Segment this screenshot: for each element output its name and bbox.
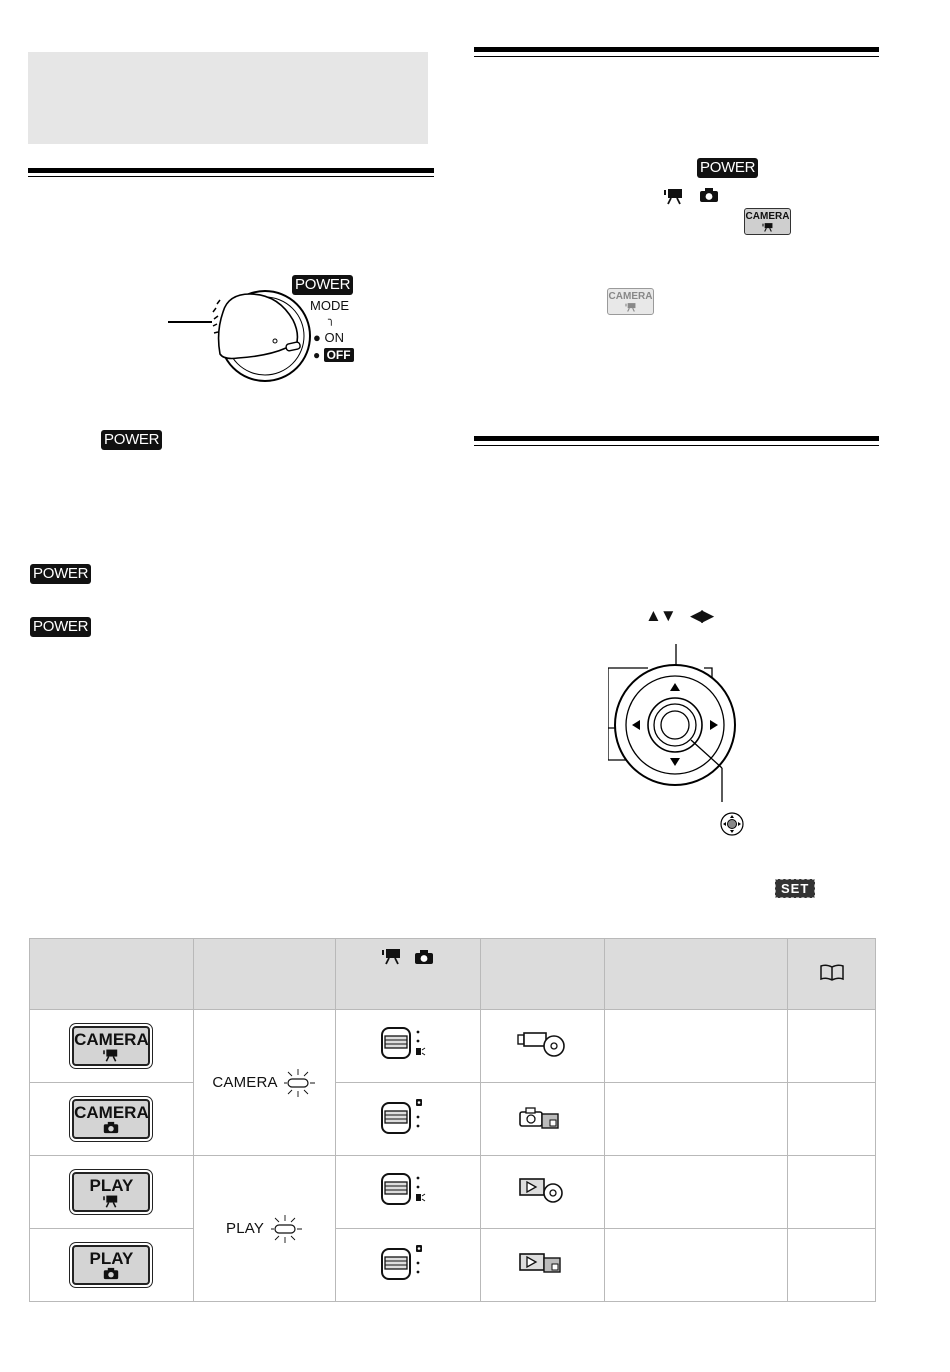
camera-button-label: CAMERA (745, 211, 790, 222)
power-badge-1: POWER (101, 430, 162, 450)
camera-movie-button-badge (744, 208, 791, 235)
camera-card-icon (516, 1102, 568, 1132)
header-cell-page (788, 939, 876, 1010)
mode-key-cell (30, 1010, 194, 1083)
dial-on-label: ● ON (313, 330, 344, 345)
dial-power-badge: POWER (292, 275, 353, 295)
lamp-lit-icon (269, 1214, 303, 1244)
mode-key-label: CAMERA (74, 1103, 149, 1122)
section-rule-right-1-thin (474, 56, 879, 57)
power-dial-illustration (168, 272, 368, 387)
switch-cell (335, 1156, 480, 1229)
camera-movie-button-badge-dim (607, 288, 654, 315)
section-rule-thin (28, 176, 434, 177)
media-cell (480, 1010, 605, 1083)
mode-switch-movie-icon (380, 1170, 436, 1210)
switch-cell (335, 1229, 480, 1302)
lamp-cell (193, 1156, 335, 1302)
table-row (30, 1229, 876, 1302)
movie-camera-icon (663, 187, 685, 210)
movie-camera-icon (624, 302, 638, 312)
switch-cell (335, 1010, 480, 1083)
section-rule-right-2-thin (474, 445, 879, 446)
table-row (30, 1083, 876, 1156)
camera-movie-mode-key (72, 1026, 150, 1066)
power-badge-3: POWER (30, 617, 91, 637)
dial-off-label: ● OFF (313, 348, 354, 362)
table-row (30, 1010, 876, 1083)
camera-lamp-label: CAMERA (212, 1073, 278, 1091)
movie-camera-icon (381, 947, 403, 965)
camera-disc-icon (516, 1029, 568, 1059)
header-cell (30, 939, 194, 1010)
description-cell (605, 1010, 788, 1083)
power-badge-4: POWER (697, 158, 758, 178)
header-cell-switch (335, 939, 480, 1010)
description-cell (605, 1229, 788, 1302)
mode-table (29, 938, 876, 1302)
mode-key-label: CAMERA (74, 1029, 149, 1049)
media-cell (480, 1229, 605, 1302)
camera-photo-mode-key (72, 1099, 150, 1139)
play-photo-mode-key (72, 1245, 150, 1285)
up-down-arrows-icon: ▲▼ (645, 606, 675, 625)
mode-switch-movie-icon (380, 1024, 436, 1064)
header-cell (480, 939, 605, 1010)
mode-pointer: ╮ (328, 314, 335, 326)
mode-key-cell (30, 1229, 194, 1302)
page-cell (788, 1010, 876, 1083)
left-right-arrows-icon: ◀▶ (690, 606, 713, 625)
camera-button-label-dim: CAMERA (608, 291, 653, 302)
mode-switch-photo-icon (380, 1243, 436, 1283)
page-cell (788, 1083, 876, 1156)
dial-mode-label: MODE (310, 298, 349, 313)
page-cell (788, 1229, 876, 1302)
mode-switch-photo-icon (380, 1097, 436, 1137)
play-movie-mode-key (72, 1172, 150, 1212)
mode-key-cell (30, 1156, 194, 1229)
dial-off-badge: OFF (324, 348, 354, 362)
section-rule-right-2 (474, 436, 879, 441)
media-cell (480, 1083, 605, 1156)
joystick-small-icon (719, 811, 745, 842)
photo-camera-icon (699, 187, 719, 208)
switch-cell (335, 1083, 480, 1156)
mode-key-cell (30, 1083, 194, 1156)
section-rule (28, 168, 434, 173)
set-button-badge: SET (775, 879, 815, 898)
play-card-icon (516, 1248, 568, 1278)
table-row (30, 1156, 876, 1229)
description-cell (605, 1156, 788, 1229)
lamp-cell (193, 1010, 335, 1156)
table-header-row (30, 939, 876, 1010)
section-rule-right-1 (474, 47, 879, 52)
play-disc-icon (516, 1175, 568, 1205)
mode-key-label: PLAY (89, 1175, 134, 1195)
lamp-lit-icon (282, 1068, 316, 1098)
play-lamp-label: PLAY (226, 1219, 265, 1237)
movie-camera-icon (101, 1194, 121, 1208)
photo-camera-icon (414, 949, 434, 965)
header-cell (193, 939, 335, 1010)
photo-camera-icon (103, 1267, 119, 1280)
header-cell (605, 939, 788, 1010)
movie-camera-icon (761, 222, 775, 232)
photo-camera-icon (103, 1121, 119, 1134)
note-box (28, 52, 428, 144)
mode-key-label: PLAY (89, 1249, 134, 1268)
dial-on-text: ON (324, 330, 344, 345)
description-cell (605, 1083, 788, 1156)
movie-camera-icon (101, 1048, 121, 1062)
power-badge-2: POWER (30, 564, 91, 584)
page-cell (788, 1156, 876, 1229)
book-icon (819, 963, 845, 981)
media-cell (480, 1156, 605, 1229)
